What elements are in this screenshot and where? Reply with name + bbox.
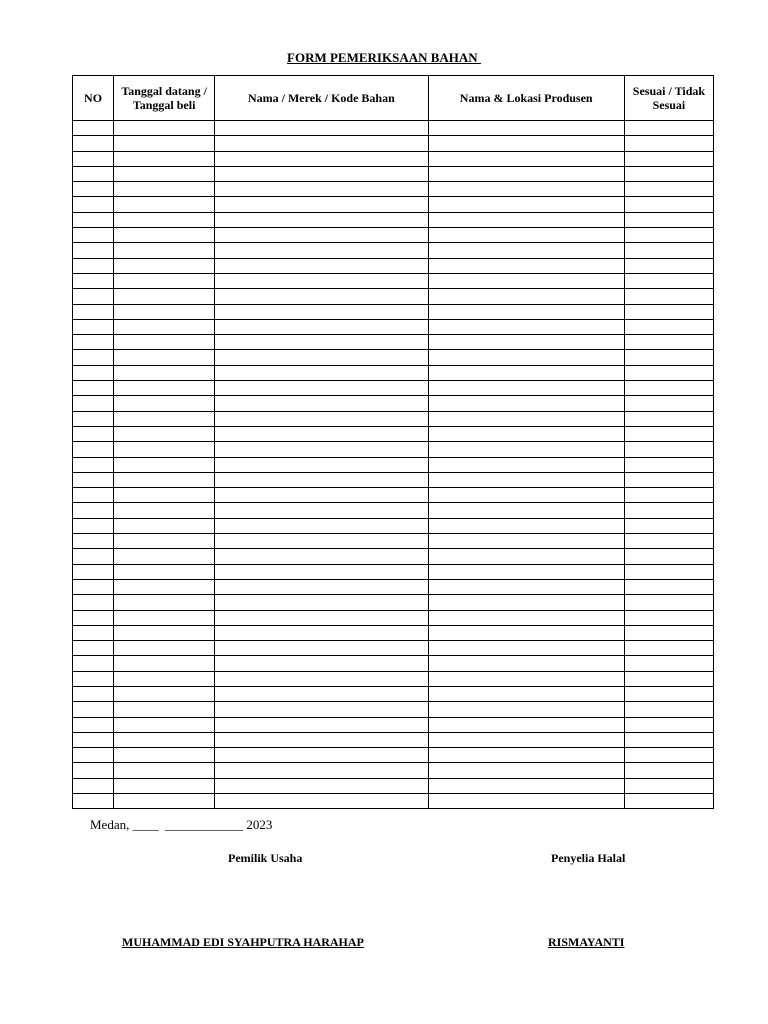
cell-date bbox=[114, 396, 215, 411]
table-row bbox=[73, 732, 714, 747]
cell-material bbox=[215, 625, 428, 640]
column-header-producer: Nama & Lokasi Produsen bbox=[428, 76, 624, 121]
cell-date bbox=[114, 457, 215, 472]
table-row bbox=[73, 411, 714, 426]
cell-producer bbox=[428, 579, 624, 594]
cell-producer bbox=[428, 748, 624, 763]
table-row bbox=[73, 610, 714, 625]
cell-no bbox=[73, 549, 114, 564]
cell-no bbox=[73, 717, 114, 732]
cell-material bbox=[215, 763, 428, 778]
cell-material bbox=[215, 273, 428, 288]
cell-status bbox=[624, 426, 713, 441]
cell-status bbox=[624, 182, 713, 197]
cell-material bbox=[215, 212, 428, 227]
table-row bbox=[73, 289, 714, 304]
cell-producer bbox=[428, 396, 624, 411]
cell-material bbox=[215, 243, 428, 258]
cell-material bbox=[215, 151, 428, 166]
cell-no bbox=[73, 304, 114, 319]
cell-status bbox=[624, 717, 713, 732]
table-body bbox=[73, 121, 714, 809]
cell-no bbox=[73, 442, 114, 457]
cell-producer bbox=[428, 411, 624, 426]
cell-status bbox=[624, 686, 713, 701]
table-row bbox=[73, 472, 714, 487]
cell-material bbox=[215, 610, 428, 625]
table-header-row bbox=[73, 76, 714, 121]
cell-producer bbox=[428, 365, 624, 380]
cell-date bbox=[114, 335, 215, 350]
table-row bbox=[73, 442, 714, 457]
cell-status bbox=[624, 457, 713, 472]
cell-material bbox=[215, 136, 428, 151]
table-row bbox=[73, 350, 714, 365]
cell-status bbox=[624, 702, 713, 717]
cell-no bbox=[73, 656, 114, 671]
cell-producer bbox=[428, 136, 624, 151]
table-row bbox=[73, 763, 714, 778]
cell-status bbox=[624, 518, 713, 533]
place-date-line: Medan, ____ ____________ 2023 bbox=[90, 817, 273, 832]
cell-producer bbox=[428, 472, 624, 487]
cell-status bbox=[624, 319, 713, 334]
cell-status bbox=[624, 304, 713, 319]
cell-no bbox=[73, 289, 114, 304]
cell-producer bbox=[428, 778, 624, 793]
cell-date bbox=[114, 151, 215, 166]
cell-status bbox=[624, 671, 713, 686]
cell-status bbox=[624, 610, 713, 625]
cell-producer bbox=[428, 212, 624, 227]
cell-date bbox=[114, 411, 215, 426]
cell-no bbox=[73, 396, 114, 411]
cell-no bbox=[73, 503, 114, 518]
cell-material bbox=[215, 717, 428, 732]
table-row bbox=[73, 457, 714, 472]
table-row bbox=[73, 748, 714, 763]
cell-material bbox=[215, 166, 428, 181]
table-row bbox=[73, 151, 714, 166]
table-row bbox=[73, 488, 714, 503]
cell-no bbox=[73, 732, 114, 747]
cell-no bbox=[73, 794, 114, 809]
cell-material bbox=[215, 503, 428, 518]
cell-no bbox=[73, 595, 114, 610]
table-row bbox=[73, 228, 714, 243]
cell-status bbox=[624, 197, 713, 212]
cell-producer bbox=[428, 671, 624, 686]
cell-no bbox=[73, 702, 114, 717]
cell-date bbox=[114, 228, 215, 243]
table-row bbox=[73, 656, 714, 671]
cell-producer bbox=[428, 732, 624, 747]
cell-date bbox=[114, 686, 215, 701]
cell-status bbox=[624, 442, 713, 457]
cell-no bbox=[73, 641, 114, 656]
cell-producer bbox=[428, 457, 624, 472]
cell-producer bbox=[428, 182, 624, 197]
cell-status bbox=[624, 778, 713, 793]
table-row bbox=[73, 579, 714, 594]
cell-date bbox=[114, 625, 215, 640]
cell-material bbox=[215, 794, 428, 809]
cell-material bbox=[215, 671, 428, 686]
table-row bbox=[73, 258, 714, 273]
cell-no bbox=[73, 671, 114, 686]
cell-date bbox=[114, 748, 215, 763]
cell-material bbox=[215, 350, 428, 365]
cell-material bbox=[215, 579, 428, 594]
cell-date bbox=[114, 778, 215, 793]
table-row bbox=[73, 671, 714, 686]
cell-date bbox=[114, 442, 215, 457]
cell-producer bbox=[428, 503, 624, 518]
cell-material bbox=[215, 488, 428, 503]
cell-status bbox=[624, 365, 713, 380]
cell-date bbox=[114, 717, 215, 732]
table-row bbox=[73, 534, 714, 549]
table-row bbox=[73, 121, 714, 136]
cell-no bbox=[73, 534, 114, 549]
table-row bbox=[73, 335, 714, 350]
cell-date bbox=[114, 595, 215, 610]
cell-status bbox=[624, 136, 713, 151]
cell-status bbox=[624, 503, 713, 518]
cell-material bbox=[215, 365, 428, 380]
table-row bbox=[73, 136, 714, 151]
table-row bbox=[73, 564, 714, 579]
table-row bbox=[73, 197, 714, 212]
cell-status bbox=[624, 151, 713, 166]
cell-date bbox=[114, 273, 215, 288]
cell-producer bbox=[428, 686, 624, 701]
cell-no bbox=[73, 763, 114, 778]
cell-material bbox=[215, 457, 428, 472]
cell-producer bbox=[428, 564, 624, 579]
cell-producer bbox=[428, 381, 624, 396]
cell-material bbox=[215, 304, 428, 319]
cell-producer bbox=[428, 763, 624, 778]
cell-no bbox=[73, 365, 114, 380]
cell-material bbox=[215, 564, 428, 579]
cell-material bbox=[215, 686, 428, 701]
table-row bbox=[73, 166, 714, 181]
cell-producer bbox=[428, 610, 624, 625]
table-row bbox=[73, 319, 714, 334]
cell-material bbox=[215, 182, 428, 197]
cell-status bbox=[624, 564, 713, 579]
material-inspection-table bbox=[72, 75, 714, 809]
cell-no bbox=[73, 748, 114, 763]
table-row bbox=[73, 595, 714, 610]
cell-date bbox=[114, 671, 215, 686]
cell-date bbox=[114, 763, 215, 778]
cell-status bbox=[624, 595, 713, 610]
cell-status bbox=[624, 656, 713, 671]
cell-status bbox=[624, 411, 713, 426]
cell-date bbox=[114, 641, 215, 656]
cell-date bbox=[114, 197, 215, 212]
cell-date bbox=[114, 794, 215, 809]
cell-producer bbox=[428, 350, 624, 365]
cell-no bbox=[73, 258, 114, 273]
cell-producer bbox=[428, 641, 624, 656]
cell-status bbox=[624, 732, 713, 747]
cell-producer bbox=[428, 534, 624, 549]
table-row bbox=[73, 212, 714, 227]
cell-no bbox=[73, 151, 114, 166]
cell-date bbox=[114, 488, 215, 503]
cell-no bbox=[73, 518, 114, 533]
cell-date bbox=[114, 258, 215, 273]
cell-status bbox=[624, 381, 713, 396]
cell-no bbox=[73, 243, 114, 258]
cell-date bbox=[114, 564, 215, 579]
cell-no bbox=[73, 686, 114, 701]
cell-material bbox=[215, 549, 428, 564]
cell-status bbox=[624, 579, 713, 594]
table-row bbox=[73, 182, 714, 197]
cell-status bbox=[624, 258, 713, 273]
cell-material bbox=[215, 534, 428, 549]
cell-no bbox=[73, 778, 114, 793]
cell-no bbox=[73, 335, 114, 350]
cell-status bbox=[624, 763, 713, 778]
cell-date bbox=[114, 365, 215, 380]
cell-material bbox=[215, 442, 428, 457]
cell-no bbox=[73, 457, 114, 472]
cell-date bbox=[114, 472, 215, 487]
cell-material bbox=[215, 121, 428, 136]
cell-status bbox=[624, 641, 713, 656]
table-row bbox=[73, 426, 714, 441]
cell-producer bbox=[428, 442, 624, 457]
cell-material bbox=[215, 258, 428, 273]
cell-material bbox=[215, 641, 428, 656]
cell-status bbox=[624, 488, 713, 503]
cell-material bbox=[215, 518, 428, 533]
cell-date bbox=[114, 518, 215, 533]
cell-material bbox=[215, 702, 428, 717]
cell-status bbox=[624, 748, 713, 763]
cell-status bbox=[624, 121, 713, 136]
cell-no bbox=[73, 426, 114, 441]
table-row bbox=[73, 641, 714, 656]
table-row bbox=[73, 549, 714, 564]
cell-material bbox=[215, 595, 428, 610]
cell-status bbox=[624, 794, 713, 809]
cell-no bbox=[73, 625, 114, 640]
cell-date bbox=[114, 426, 215, 441]
cell-producer bbox=[428, 488, 624, 503]
column-header-no: NO bbox=[73, 76, 114, 121]
cell-status bbox=[624, 212, 713, 227]
table-row bbox=[73, 717, 714, 732]
cell-no bbox=[73, 228, 114, 243]
cell-producer bbox=[428, 273, 624, 288]
cell-producer bbox=[428, 228, 624, 243]
cell-producer bbox=[428, 426, 624, 441]
cell-date bbox=[114, 579, 215, 594]
table-row bbox=[73, 794, 714, 809]
cell-no bbox=[73, 564, 114, 579]
cell-material bbox=[215, 472, 428, 487]
cell-no bbox=[73, 182, 114, 197]
cell-producer bbox=[428, 702, 624, 717]
table-row bbox=[73, 686, 714, 701]
cell-date bbox=[114, 304, 215, 319]
cell-date bbox=[114, 549, 215, 564]
cell-date bbox=[114, 243, 215, 258]
cell-producer bbox=[428, 518, 624, 533]
cell-no bbox=[73, 350, 114, 365]
cell-status bbox=[624, 243, 713, 258]
cell-material bbox=[215, 396, 428, 411]
cell-date bbox=[114, 319, 215, 334]
table-row bbox=[73, 396, 714, 411]
cell-material bbox=[215, 335, 428, 350]
cell-status bbox=[624, 625, 713, 640]
cell-producer bbox=[428, 549, 624, 564]
cell-date bbox=[114, 656, 215, 671]
cell-date bbox=[114, 212, 215, 227]
cell-producer bbox=[428, 319, 624, 334]
cell-date bbox=[114, 702, 215, 717]
cell-no bbox=[73, 319, 114, 334]
table-row bbox=[73, 518, 714, 533]
cell-producer bbox=[428, 595, 624, 610]
table-row bbox=[73, 365, 714, 380]
cell-producer bbox=[428, 625, 624, 640]
cell-producer bbox=[428, 151, 624, 166]
column-header-material: Nama / Merek / Kode Bahan bbox=[215, 76, 428, 121]
cell-date bbox=[114, 503, 215, 518]
cell-producer bbox=[428, 335, 624, 350]
cell-no bbox=[73, 488, 114, 503]
cell-no bbox=[73, 273, 114, 288]
cell-no bbox=[73, 197, 114, 212]
cell-status bbox=[624, 335, 713, 350]
cell-material bbox=[215, 426, 428, 441]
cell-producer bbox=[428, 289, 624, 304]
cell-no bbox=[73, 579, 114, 594]
cell-no bbox=[73, 472, 114, 487]
cell-producer bbox=[428, 717, 624, 732]
supervisor-role-label: Penyelia Halal bbox=[551, 851, 626, 865]
cell-date bbox=[114, 610, 215, 625]
cell-material bbox=[215, 748, 428, 763]
cell-material bbox=[215, 656, 428, 671]
cell-date bbox=[114, 350, 215, 365]
cell-date bbox=[114, 182, 215, 197]
cell-producer bbox=[428, 794, 624, 809]
cell-material bbox=[215, 381, 428, 396]
cell-date bbox=[114, 121, 215, 136]
table-row bbox=[73, 273, 714, 288]
cell-date bbox=[114, 732, 215, 747]
cell-producer bbox=[428, 258, 624, 273]
cell-no bbox=[73, 121, 114, 136]
cell-no bbox=[73, 166, 114, 181]
owner-name: MUHAMMAD EDI SYAHPUTRA HARAHAP bbox=[122, 935, 364, 949]
cell-status bbox=[624, 472, 713, 487]
table-row bbox=[73, 243, 714, 258]
column-header-date: Tanggal datang / Tanggal beli bbox=[114, 76, 215, 121]
table-row bbox=[73, 304, 714, 319]
cell-date bbox=[114, 289, 215, 304]
cell-status bbox=[624, 549, 713, 564]
cell-date bbox=[114, 534, 215, 549]
cell-material bbox=[215, 197, 428, 212]
supervisor-name: RISMAYANTI bbox=[548, 935, 625, 949]
cell-status bbox=[624, 534, 713, 549]
cell-status bbox=[624, 166, 713, 181]
cell-material bbox=[215, 732, 428, 747]
cell-material bbox=[215, 319, 428, 334]
cell-status bbox=[624, 289, 713, 304]
table-row bbox=[73, 778, 714, 793]
cell-producer bbox=[428, 166, 624, 181]
owner-role-label: Pemilik Usaha bbox=[228, 851, 303, 865]
table-row bbox=[73, 381, 714, 396]
table-row bbox=[73, 702, 714, 717]
cell-material bbox=[215, 778, 428, 793]
cell-no bbox=[73, 411, 114, 426]
form-title: FORM PEMERIKSAAN BAHAN bbox=[287, 50, 481, 65]
column-header-status: Sesuai / Tidak Sesuai bbox=[624, 76, 713, 121]
cell-status bbox=[624, 228, 713, 243]
cell-date bbox=[114, 166, 215, 181]
cell-date bbox=[114, 136, 215, 151]
cell-producer bbox=[428, 304, 624, 319]
cell-date bbox=[114, 381, 215, 396]
cell-producer bbox=[428, 121, 624, 136]
cell-material bbox=[215, 289, 428, 304]
cell-status bbox=[624, 350, 713, 365]
table-row bbox=[73, 625, 714, 640]
cell-no bbox=[73, 610, 114, 625]
cell-status bbox=[624, 273, 713, 288]
table-row bbox=[73, 503, 714, 518]
cell-material bbox=[215, 228, 428, 243]
cell-status bbox=[624, 396, 713, 411]
cell-material bbox=[215, 411, 428, 426]
cell-producer bbox=[428, 197, 624, 212]
cell-no bbox=[73, 136, 114, 151]
cell-no bbox=[73, 212, 114, 227]
cell-producer bbox=[428, 656, 624, 671]
cell-no bbox=[73, 381, 114, 396]
cell-producer bbox=[428, 243, 624, 258]
